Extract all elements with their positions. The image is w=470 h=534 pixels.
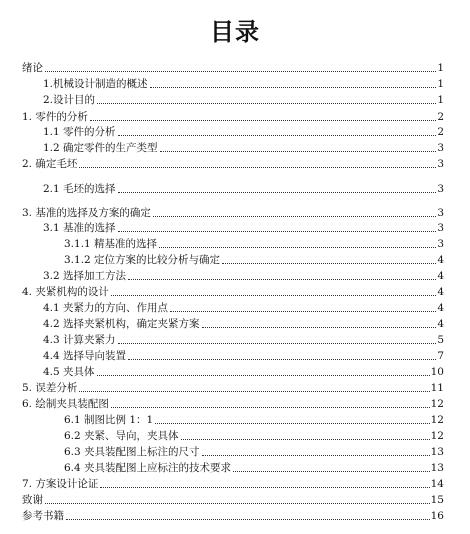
toc-entry-label: 7. 方案设计论证 [22, 478, 99, 490]
toc-entry[interactable] [43, 182, 444, 196]
toc-entry-label: 2.设计目的 [43, 94, 96, 106]
toc-entry[interactable] [43, 221, 444, 235]
toc-entry[interactable] [43, 77, 444, 91]
toc-entry-page: 12 [430, 398, 444, 410]
toc-entry-page: 3 [437, 207, 444, 219]
toc-entry-label: 3. 基准的选择及方案的确定 [22, 207, 151, 219]
toc-entry-page: 4 [437, 318, 444, 330]
toc-entry-label: 6.4 夹具装配图上应标注的技术要求 [64, 462, 232, 474]
toc-leader-dots [118, 342, 437, 344]
toc-entry-label: 5. 误差分析 [22, 382, 78, 394]
toc-entry-label: 4. 夹紧机构的设计 [22, 286, 109, 298]
toc-entry[interactable] [64, 413, 444, 427]
toc-leader-dots [111, 294, 436, 296]
toc-entry-label: 4.3 计算夹紧力 [43, 334, 116, 346]
toc-entry[interactable] [43, 317, 444, 331]
toc-leader-dots [150, 86, 437, 88]
toc-entry[interactable] [22, 157, 444, 171]
toc-entry-page: 1 [437, 94, 444, 106]
toc-leader-dots [222, 262, 436, 264]
toc-entry-label: 3.1.2 定位方案的比较分析与确定 [64, 254, 221, 266]
toc-entry-page: 13 [430, 462, 444, 474]
toc-entry-page: 3 [437, 222, 444, 234]
toc-leader-dots [111, 406, 430, 408]
toc-entry-label: 参考书籍 [22, 510, 64, 522]
toc-entry-page: 3 [437, 158, 444, 170]
toc-entry-label: 6. 绘制夹具装配图 [22, 398, 109, 410]
toc-entry-page: 10 [430, 366, 444, 378]
toc-leader-dots [45, 70, 436, 72]
toc-entry-label: 4.1 夹紧力的方向、作用点 [43, 302, 169, 314]
toc-entry[interactable] [64, 461, 444, 475]
toc-entry-page: 3 [437, 142, 444, 154]
toc-entry-page: 4 [437, 302, 444, 314]
toc-leader-dots [181, 438, 430, 440]
toc-leader-dots [66, 518, 430, 520]
toc-entry[interactable] [43, 141, 444, 155]
toc-entry-label: 致谢 [22, 494, 43, 506]
toc-leader-dots [97, 374, 430, 376]
toc-leader-dots [118, 191, 437, 193]
toc-leader-dots [128, 278, 436, 280]
toc-entry-label: 1.1 零件的分析 [43, 126, 116, 138]
toc-entry-label: 4.5 夹具体 [43, 366, 95, 378]
toc-entry-page: 1 [437, 62, 444, 74]
toc-entry-label: 2.1 毛坯的选择 [43, 183, 116, 195]
toc-entry-page: 5 [437, 334, 444, 346]
toc-leader-dots [97, 102, 436, 104]
page-title: 目录 [210, 18, 260, 46]
toc-entry[interactable] [64, 429, 444, 443]
toc-entry-label: 1.机械设计制造的概述 [43, 78, 148, 90]
toc-entry[interactable] [64, 445, 444, 459]
toc-entry[interactable] [43, 125, 444, 139]
toc-entry[interactable] [22, 285, 444, 299]
toc-entry[interactable] [64, 253, 444, 267]
toc-entry-page: 4 [437, 270, 444, 282]
toc-leader-dots [159, 246, 436, 248]
toc-entry-page: 2 [437, 111, 444, 123]
toc-entry-label: 3.1.1 精基准的选择 [64, 238, 158, 250]
toc-entry-page: 13 [430, 446, 444, 458]
toc-entry[interactable] [22, 381, 444, 395]
toc-entry-label: 6.1 制图比例 1：1 [64, 414, 154, 426]
toc-entry[interactable] [43, 365, 444, 379]
toc-entry-label: 6.3 夹具装配图上标注的尺寸 [64, 446, 200, 458]
toc-entry-label: 1. 零件的分析 [22, 111, 88, 123]
toc-leader-dots [155, 422, 429, 424]
toc-entry-page: 2 [437, 126, 444, 138]
toc-leader-dots [153, 215, 436, 217]
toc-entry-label: 3.1 基准的选择 [43, 222, 116, 234]
toc-entry-label: 4.2 选择夹紧机构，确定夹紧方案 [43, 318, 200, 330]
toc-entry-page: 16 [430, 510, 444, 522]
toc-entry[interactable] [43, 269, 444, 283]
toc-entry-page: 3 [437, 183, 444, 195]
toc-entry-page: 7 [437, 350, 444, 362]
toc-entry[interactable] [43, 93, 444, 107]
toc-entry-label: 绪论 [22, 62, 43, 74]
toc-entry[interactable] [22, 493, 444, 507]
toc-entry-page: 4 [437, 286, 444, 298]
toc-leader-dots [160, 150, 437, 152]
toc-entry-page: 12 [430, 414, 444, 426]
toc-entry-page: 4 [437, 254, 444, 266]
toc-entry[interactable] [43, 333, 444, 347]
toc-entry-page: 1 [437, 78, 444, 90]
toc-entry-label: 3.2 选择加工方法 [43, 270, 127, 282]
toc-entry-label: 2. 确定毛坯 [22, 158, 78, 170]
toc-entry-label: 4.4 选择导向装置 [43, 350, 127, 362]
toc-entry[interactable] [22, 397, 444, 411]
toc-entry-label: 1.2 确定零件的生产类型 [43, 142, 158, 154]
toc-entry[interactable] [22, 509, 444, 523]
toc-entry-page: 15 [430, 494, 444, 506]
toc-leader-dots [118, 230, 437, 232]
toc-leader-dots [90, 119, 436, 121]
toc-entry-page: 3 [437, 238, 444, 250]
toc-leader-dots [202, 454, 430, 456]
toc-leader-dots [170, 310, 436, 312]
toc-entry[interactable] [43, 349, 444, 363]
toc-entry-page: 12 [430, 430, 444, 442]
toc-entry-page: 11 [430, 382, 444, 394]
toc-leader-dots [202, 326, 437, 328]
toc-leader-dots [79, 166, 436, 168]
toc-leader-dots [233, 470, 430, 472]
toc-entry[interactable] [22, 61, 444, 75]
toc-leader-dots [128, 358, 436, 360]
toc-leader-dots [45, 502, 430, 504]
toc-entry[interactable] [64, 237, 444, 251]
toc-entry[interactable] [43, 301, 444, 315]
toc-entry-page: 14 [430, 478, 444, 490]
toc-leader-dots [118, 134, 437, 136]
toc-entry[interactable] [22, 477, 444, 491]
toc-leader-dots [100, 486, 429, 488]
toc-leader-dots [79, 390, 429, 392]
toc-entry[interactable] [22, 206, 444, 220]
toc-entry-label: 6.2 夹紧、导向，夹具体 [64, 430, 179, 442]
toc-entry[interactable] [22, 110, 444, 124]
